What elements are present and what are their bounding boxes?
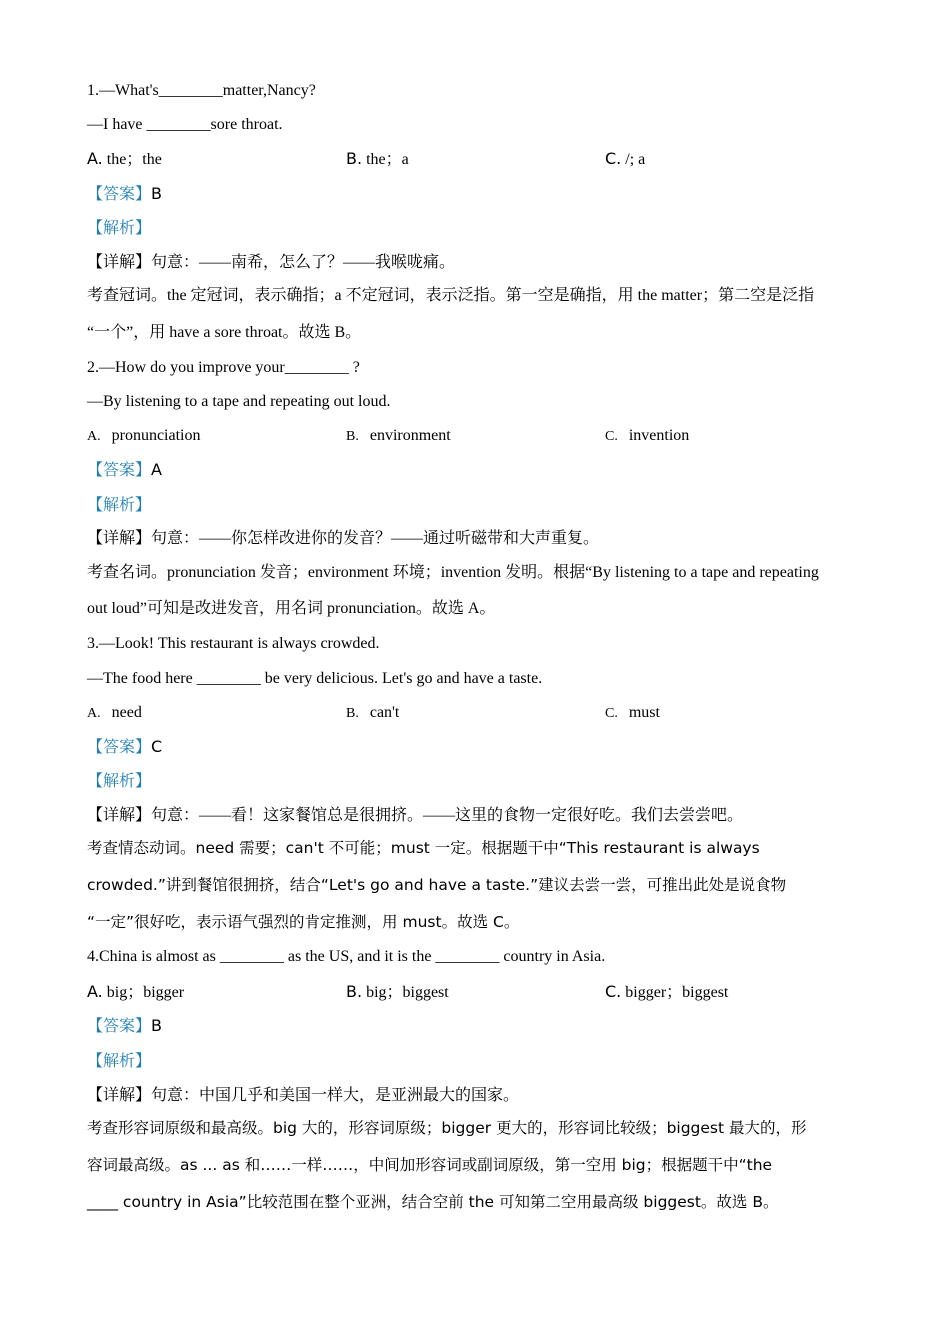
q4-answer-tag: 【答案】 bbox=[87, 1016, 152, 1035]
q3-option-a-text: need bbox=[111, 704, 142, 721]
q1-answer-tag: 【答案】 bbox=[87, 184, 152, 203]
q4-analysis-label: 【解析】 bbox=[87, 1051, 152, 1070]
q1-reply: —I have ________sore throat. bbox=[87, 116, 283, 133]
q2-explain-line1: 考查名词。pronunciation 发音；environment 环境；invention 发明。根据“By listening to a tape and repeating bbox=[87, 564, 819, 581]
q2-option-c-text: invention bbox=[628, 427, 690, 444]
q4-option-c-text: bigger；biggest bbox=[621, 984, 729, 1001]
q4-stem: 4.China is almost as ________ as the US, and it is the ________ country in Asia. bbox=[87, 948, 606, 965]
q1-detail-tag: 【详解】 bbox=[87, 252, 152, 271]
q1-analysis-tag bbox=[87, 217, 151, 240]
q1-analysis-label: 【解析】 bbox=[87, 218, 152, 237]
q2-detail-tag: 【详解】 bbox=[87, 528, 152, 547]
q4-detail-tag: 【详解】 bbox=[87, 1085, 152, 1104]
q1-option-c-letter: C. bbox=[605, 149, 622, 168]
q4-analysis-tag bbox=[87, 1050, 151, 1073]
q3-detail-tag: 【详解】 bbox=[87, 805, 152, 824]
q2-detail-text: 句意：——你怎样改进你的发音？——通过听磁带和大声重复。 bbox=[151, 530, 600, 547]
q3-analysis-tag bbox=[87, 770, 151, 793]
q3-reply: —The food here ________ be very delicious. Let's go and have a taste. bbox=[87, 670, 543, 687]
q2-stem: 2.—How do you improve your________ ? bbox=[87, 359, 360, 376]
q3-detail-text: 句意：——看！这家餐馆总是很拥挤。——这里的食物一定很好吃。我们去尝尝吧。 bbox=[151, 807, 744, 824]
q1-option-b-letter: B. bbox=[346, 149, 363, 168]
q4-explain-line2: 容词最高级。as ... as 和……一样……，中间加形容词或副词原级，第一空用 big；根据题干中“the bbox=[87, 1156, 773, 1174]
q3-option-b-text: can't bbox=[369, 704, 400, 721]
q1-explain-line1: 考查冠词。the 定冠词，表示确指；a 不定冠词，表示泛指。第一空是确指，用 the matter；第二空是泛指 bbox=[87, 287, 815, 304]
q1-option-a-text: the；the bbox=[102, 151, 162, 168]
q3-option-b bbox=[346, 702, 399, 725]
q3-detail bbox=[87, 804, 743, 827]
q2-reply: —By listening to a tape and repeating out loud. bbox=[87, 393, 391, 410]
q1-option-a-letter: A. bbox=[87, 149, 103, 168]
q4-explain-line1: 考查形容词原级和最高级。big 大的，形容词原级；bigger 更大的，形容词比较级；biggest 最大的，形 bbox=[87, 1119, 807, 1137]
q2-answer bbox=[87, 459, 162, 482]
q4-option-a-letter: A. bbox=[87, 982, 103, 1001]
q2-analysis-label: 【解析】 bbox=[87, 495, 152, 514]
q4-option-b-text: big；biggest bbox=[362, 984, 449, 1001]
q4-option-b bbox=[346, 981, 449, 1004]
q3-option-b-letter: B. bbox=[346, 706, 359, 721]
q3-answer-value: C bbox=[151, 737, 163, 756]
q2-option-a bbox=[87, 425, 201, 448]
q3-option-c-letter: C. bbox=[605, 706, 618, 721]
q1-answer-value: B bbox=[151, 184, 162, 203]
q2-detail bbox=[87, 527, 599, 550]
q4-detail-text: 句意：中国几乎和美国一样大，是亚洲最大的国家。 bbox=[151, 1087, 520, 1104]
q4-detail bbox=[87, 1084, 519, 1107]
q1-stem: 1.—What's________matter,Nancy? bbox=[87, 82, 316, 99]
q1-answer bbox=[87, 183, 162, 206]
q4-option-c-letter: C. bbox=[605, 982, 622, 1001]
q2-option-a-letter: A. bbox=[87, 429, 101, 444]
q2-option-b-text: environment bbox=[369, 427, 451, 444]
q4-answer bbox=[87, 1015, 162, 1038]
q4-option-a-text: big；bigger bbox=[102, 984, 185, 1001]
q4-option-c bbox=[605, 981, 728, 1004]
q2-option-a-text: pronunciation bbox=[111, 427, 201, 444]
q2-option-c-letter: C. bbox=[605, 429, 618, 444]
q1-option-c bbox=[605, 148, 645, 171]
q4-option-a bbox=[87, 981, 184, 1004]
q1-option-c-text: /; a bbox=[621, 151, 646, 168]
q3-option-a-letter: A. bbox=[87, 706, 101, 721]
q2-answer-value: A bbox=[151, 460, 162, 479]
q3-option-c bbox=[605, 702, 660, 725]
q1-explain-line2: “一个”，用 have a sore throat。故选 B。 bbox=[87, 324, 362, 341]
q1-option-b bbox=[346, 148, 409, 171]
q2-option-b bbox=[346, 425, 451, 448]
q2-option-b-letter: B. bbox=[346, 429, 359, 444]
q3-explain-line3: “一定”很好吃，表示语气强烈的肯定推测，用 must。故选 C。 bbox=[87, 913, 520, 931]
q2-explain-line2: out loud”可知是改进发音，用名词 pronunciation。故选 A。 bbox=[87, 600, 496, 617]
q3-stem: 3.—Look! This restaurant is always crowded. bbox=[87, 635, 380, 652]
q4-explain-line3: ____ country in Asia”比较范围在整个亚洲，结合空前 the 可知第二空用最高级 biggest。故选 B。 bbox=[87, 1193, 779, 1211]
q1-option-b-text: the；a bbox=[362, 151, 409, 168]
q2-option-c bbox=[605, 425, 689, 448]
q3-explain-line2: crowded.”讲到餐馆很拥挤，结合“Let's go and have a taste.”建议去尝一尝，可推出此处是说食物 bbox=[87, 876, 787, 894]
q1-option-a bbox=[87, 148, 162, 171]
q3-option-c-text: must bbox=[628, 704, 660, 721]
q2-answer-tag: 【答案】 bbox=[87, 460, 152, 479]
q4-option-b-letter: B. bbox=[346, 982, 363, 1001]
q3-option-a bbox=[87, 702, 142, 725]
q2-analysis-tag bbox=[87, 494, 151, 517]
q3-analysis-label: 【解析】 bbox=[87, 771, 152, 790]
q3-explain-line1: 考查情态动词。need 需要；can't 不可能；must 一定。根据题干中“This restaurant is always bbox=[87, 839, 760, 857]
q1-detail bbox=[87, 251, 455, 274]
q3-answer-tag: 【答案】 bbox=[87, 737, 152, 756]
q4-answer-value: B bbox=[151, 1016, 162, 1035]
q1-detail-text: 句意：——南希，怎么了？——我喉咙痛。 bbox=[151, 254, 456, 271]
q3-answer bbox=[87, 736, 162, 759]
